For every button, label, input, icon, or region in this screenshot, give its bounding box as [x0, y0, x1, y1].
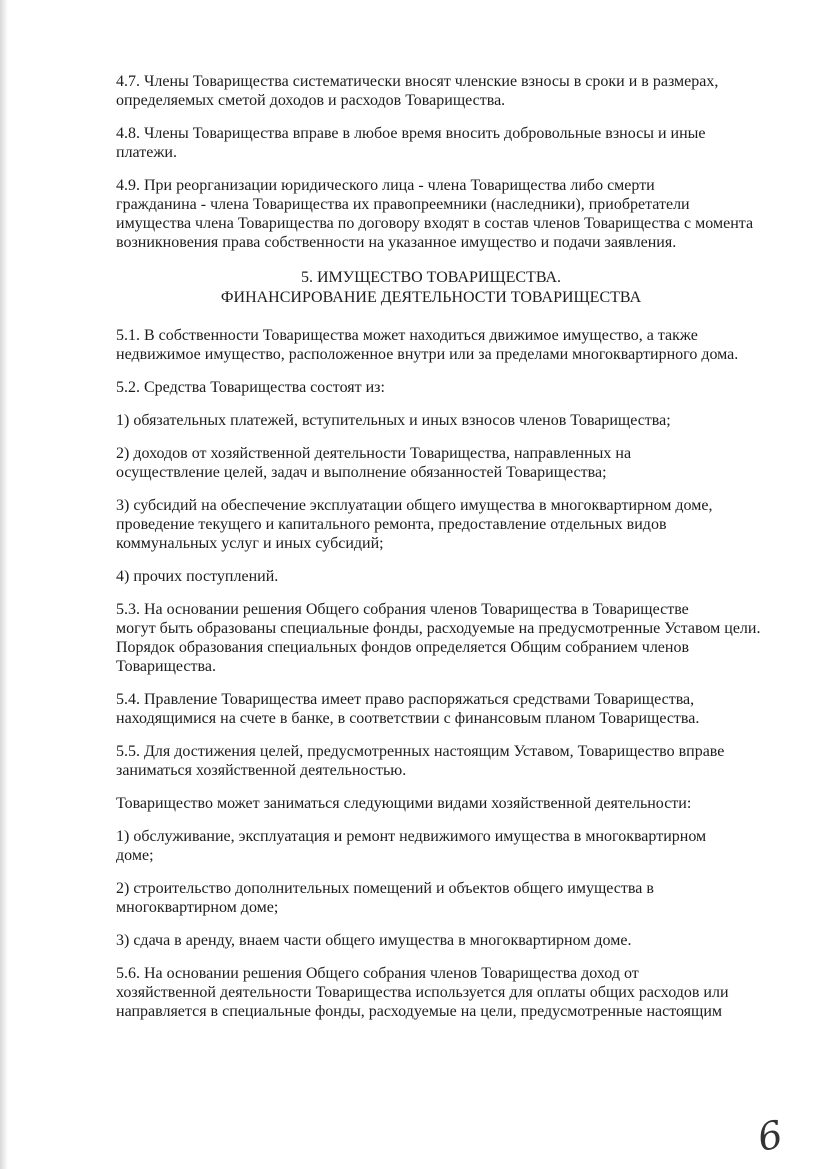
text-line: 4) прочих поступлений. — [116, 568, 279, 585]
paragraph — [76, 879, 786, 917]
text-line: имущества члена Товарищества по договору входят в состав членов Товарищества с момента — [116, 215, 754, 232]
text-line: Товарищества. — [116, 658, 216, 675]
paragraph — [76, 176, 786, 252]
text-line: гражданина - члена Товарищества их правопреемники (наследники), приобретатели — [116, 196, 690, 213]
paragraph — [76, 600, 786, 676]
text-line: многоквартирном доме; — [116, 899, 279, 916]
text-line: 4.9. При реорганизации юридического лица - члена Товарищества либо смерти — [116, 177, 655, 194]
text-line: могут быть образованы специальные фонды, расходуемые на предусмотренные Уставом цели. — [116, 620, 761, 637]
text-line: 5.2. Средства Товарищества состоят из: — [116, 379, 385, 396]
handwritten-page-number: 6 — [753, 1111, 787, 1161]
text-line: 5.4. Правление Товарищества имеет право распоряжаться средствами Товарищества, — [116, 691, 695, 708]
text-line: направляется в специальные фонды, расходуемые на цели, предусмотренные настоящим — [116, 1003, 723, 1020]
text-line: 2) доходов от хозяйственной деятельности Товарищества, направленных на — [116, 445, 632, 462]
text-line: 5.3. На основании решения Общего собрания членов Товарищества в Товариществе — [116, 601, 689, 618]
paragraph — [76, 72, 786, 110]
text-line: недвижимое имущество, расположенное внутри или за пределами многоквартирного дома. — [116, 346, 739, 363]
text-line: 5.6. На основании решения Общего собрания членов Товарищества доход от — [116, 965, 639, 982]
paragraph — [76, 326, 786, 364]
text-line: заниматься хозяйственной деятельностью. — [116, 762, 407, 779]
text-line: Порядок образования специальных фондов определяется Общим собранием членов — [116, 639, 690, 656]
paragraph — [76, 690, 786, 728]
paragraph — [76, 964, 786, 1021]
text-line: платежи. — [116, 144, 177, 161]
text-line: 3) сдача в аренду, внаем части общего имущества в многоквартирном доме. — [116, 932, 632, 949]
text-line: проведение текущего и капитального ремонта, предоставление отдельных видов — [116, 516, 667, 533]
text-line: 4.7. Члены Товарищества систематически вносят членские взносы в сроки и в размерах, — [116, 73, 719, 90]
text-line: находящимися на счете в банке, в соответствии с финансовым планом Товарищества. — [116, 710, 700, 727]
text-line: коммунальных услуг и иных субсидий; — [116, 535, 384, 552]
section-heading-line-2: ФИНАНСИРОВАНИЕ ДЕЯТЕЛЬНОСТИ ТОВАРИЩЕСТВА — [220, 289, 642, 306]
scan-shadow-edge — [0, 0, 8, 1169]
text-line: 5.5. Для достижения целей, предусмотренных настоящим Уставом, Товарищество вправе — [116, 743, 725, 760]
text-line: возникновения права собственности на указанное имущество и подачи заявления. — [116, 234, 677, 251]
paragraph — [76, 794, 786, 813]
text-line: Товарищество может заниматься следующими видами хозяйственной деятельности: — [116, 795, 692, 812]
paragraph — [76, 124, 786, 162]
text-line: 3) субсидий на обеспечение эксплуатации общего имущества в многоквартирном доме, — [116, 497, 713, 514]
section-heading-line-1: 5. ИМУЩЕСТВО ТОВАРИЩЕСТВА. — [300, 269, 562, 286]
paragraph — [76, 827, 786, 865]
paragraph — [76, 931, 786, 950]
paragraph — [76, 444, 786, 482]
text-line: определяемых сметой доходов и расходов Товарищества. — [116, 92, 506, 109]
text-line: 1) обязательных платежей, вступительных и иных взносов членов Товарищества; — [116, 412, 671, 429]
section-heading — [76, 268, 786, 308]
text-line: доме; — [116, 847, 154, 864]
section-4-paragraphs — [76, 72, 786, 252]
text-line: 1) обслуживание, эксплуатация и ремонт недвижимого имущества в многоквартирном — [116, 828, 707, 845]
section-5-paragraphs — [76, 326, 786, 1021]
paragraph — [76, 411, 786, 430]
paragraph — [76, 496, 786, 553]
text-line: осуществление целей, задач и выполнение обязанностей Товарищества; — [116, 464, 607, 481]
document-page — [76, 72, 786, 1035]
text-line: хозяйственной деятельности Товарищества используется для оплаты общих расходов или — [116, 984, 729, 1001]
paragraph — [76, 378, 786, 397]
text-line: 5.1. В собственности Товарищества может находиться движимое имущество, а также — [116, 327, 698, 344]
paragraph — [76, 742, 786, 780]
text-line: 4.8. Члены Товарищества вправе в любое время вносить добровольные взносы и иные — [116, 125, 706, 142]
text-line: 2) строительство дополнительных помещений и объектов общего имущества в — [116, 880, 654, 897]
paragraph — [76, 567, 786, 586]
